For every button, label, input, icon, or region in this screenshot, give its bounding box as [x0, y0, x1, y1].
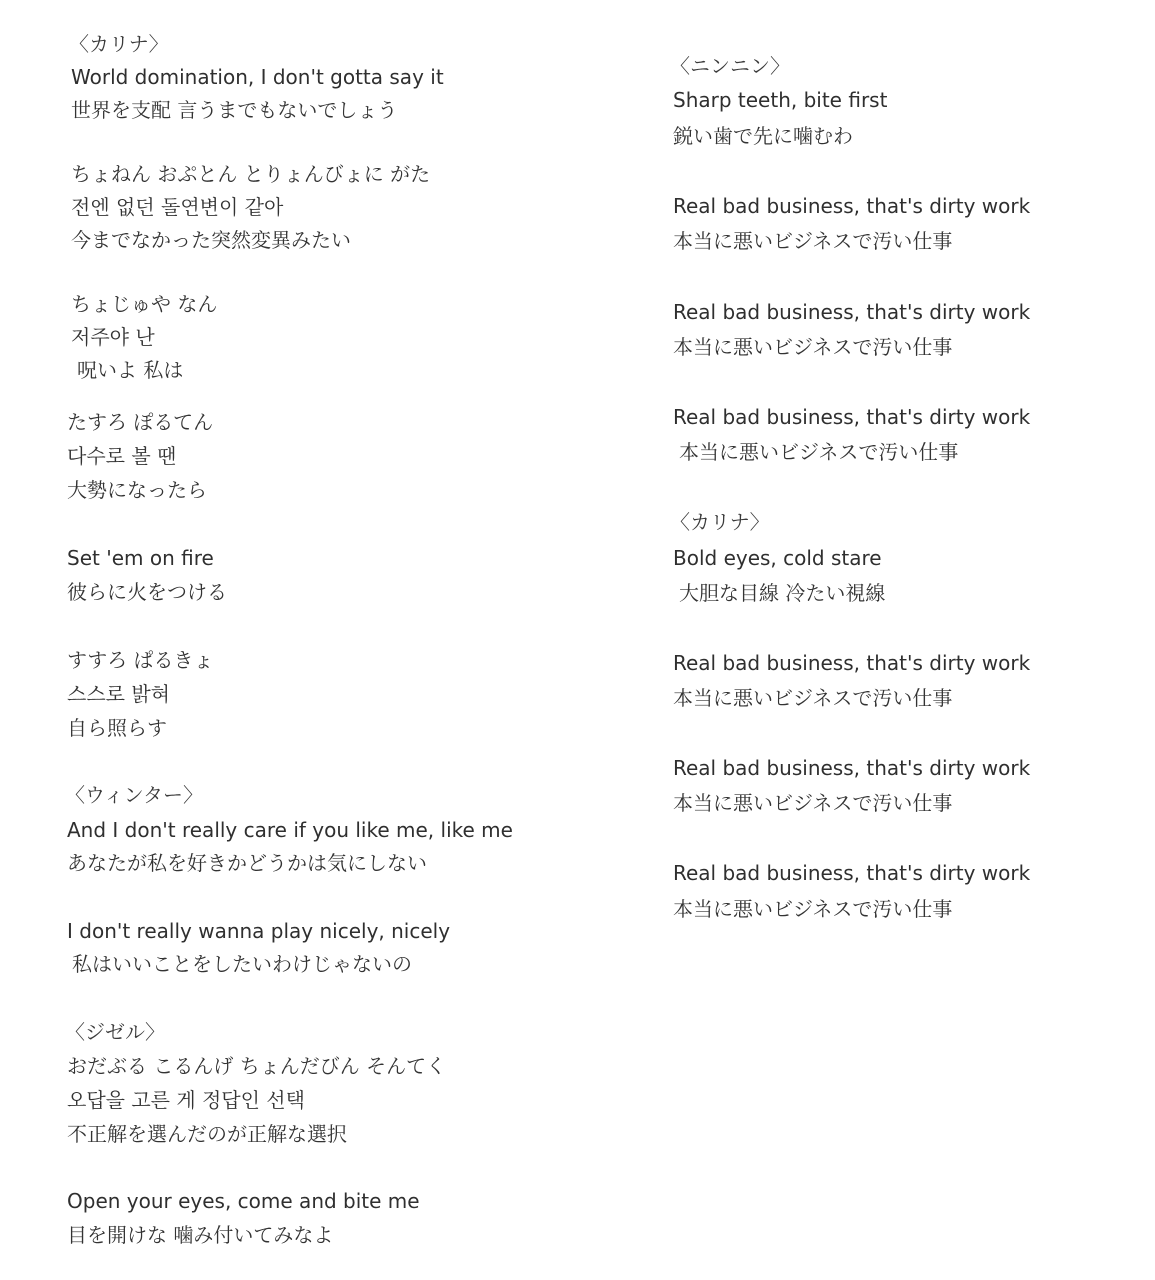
lyric-line: 私はいいことをしたいわけじゃないの [72, 952, 412, 976]
lyric-line: 本当に悪いビジネスで汚い仕事 [673, 686, 953, 710]
lyric-line: Real bad business, that's dirty work [673, 861, 1031, 885]
lyric-line: 大勢になったら [67, 478, 207, 502]
lyric-line: I don't really wanna play nicely, nicely [67, 919, 451, 943]
lyric-line: Set 'em on fire [67, 546, 214, 570]
lyric-line: 世界を支配 言うまでもないでしょう [71, 98, 398, 122]
section-header-winter: 〈ウィンター〉 [65, 783, 203, 807]
lyric-line: 本当に悪いビジネスで汚い仕事 [673, 335, 953, 359]
lyric-line: すすろ ぱるきょ [67, 648, 214, 672]
lyric-line: Real bad business, that's dirty work [673, 405, 1031, 429]
lyric-line: 전엔 없던 돌연변이 같아 [71, 195, 284, 219]
lyric-line: Real bad business, that's dirty work [673, 194, 1031, 218]
lyric-line: ちょじゅや なん [71, 292, 218, 316]
lyric-line: World domination, I don't gotta say it [71, 65, 444, 89]
lyric-line: And I don't really care if you like me, like me [67, 818, 513, 842]
lyric-line: 大胆な目線 冷たい視線 [679, 581, 886, 605]
section-header-karina: 〈カリナ〉 [69, 32, 169, 56]
lyric-line: 오답을 고른 게 정답인 선택 [67, 1088, 305, 1112]
section-header-ningning: 〈ニンニン〉 [670, 54, 790, 78]
lyric-line: Sharp teeth, bite first [673, 88, 888, 112]
lyric-line: 今までなかった突然変異みたい [71, 228, 351, 252]
lyric-line: 저주야 난 [71, 325, 155, 349]
lyric-line: 目を開けな 噛み付いてみなよ [67, 1223, 334, 1247]
lyric-line: あなたが私を好きかどうかは気にしない [67, 851, 427, 875]
lyric-line: 不正解を選んだのが正解な選択 [67, 1122, 347, 1146]
lyric-line: Open your eyes, come and bite me [67, 1189, 420, 1213]
lyric-line: ちょねん おぷとん とりょんびょに がた [71, 162, 431, 186]
lyric-line: 本当に悪いビジネスで汚い仕事 [673, 791, 953, 815]
section-header-karina: 〈カリナ〉 [670, 510, 770, 534]
lyric-line: 스스로 밝혀 [67, 682, 170, 706]
section-header-giselle: 〈ジゼル〉 [65, 1020, 165, 1044]
lyric-line: 다수로 볼 땐 [67, 444, 177, 468]
lyric-line: Real bad business, that's dirty work [673, 651, 1031, 675]
lyric-line: たすろ ぽるてん [67, 410, 214, 434]
lyric-line: 彼らに火をつける [67, 580, 227, 604]
lyric-line: 本当に悪いビジネスで汚い仕事 [679, 440, 959, 464]
lyric-line: 呪いよ 私は [77, 358, 184, 382]
lyric-line: 自ら照らす [67, 716, 167, 740]
lyric-line: Bold eyes, cold stare [673, 546, 882, 570]
lyric-line: Real bad business, that's dirty work [673, 300, 1031, 324]
lyric-line: おだぶる こるんげ ちょんだびん そんてく [67, 1054, 447, 1078]
lyric-line: 本当に悪いビジネスで汚い仕事 [673, 897, 953, 921]
lyric-line: 本当に悪いビジネスで汚い仕事 [673, 229, 953, 253]
lyric-line: 鋭い歯で先に噛むわ [673, 124, 853, 148]
lyric-line: Real bad business, that's dirty work [673, 756, 1031, 780]
